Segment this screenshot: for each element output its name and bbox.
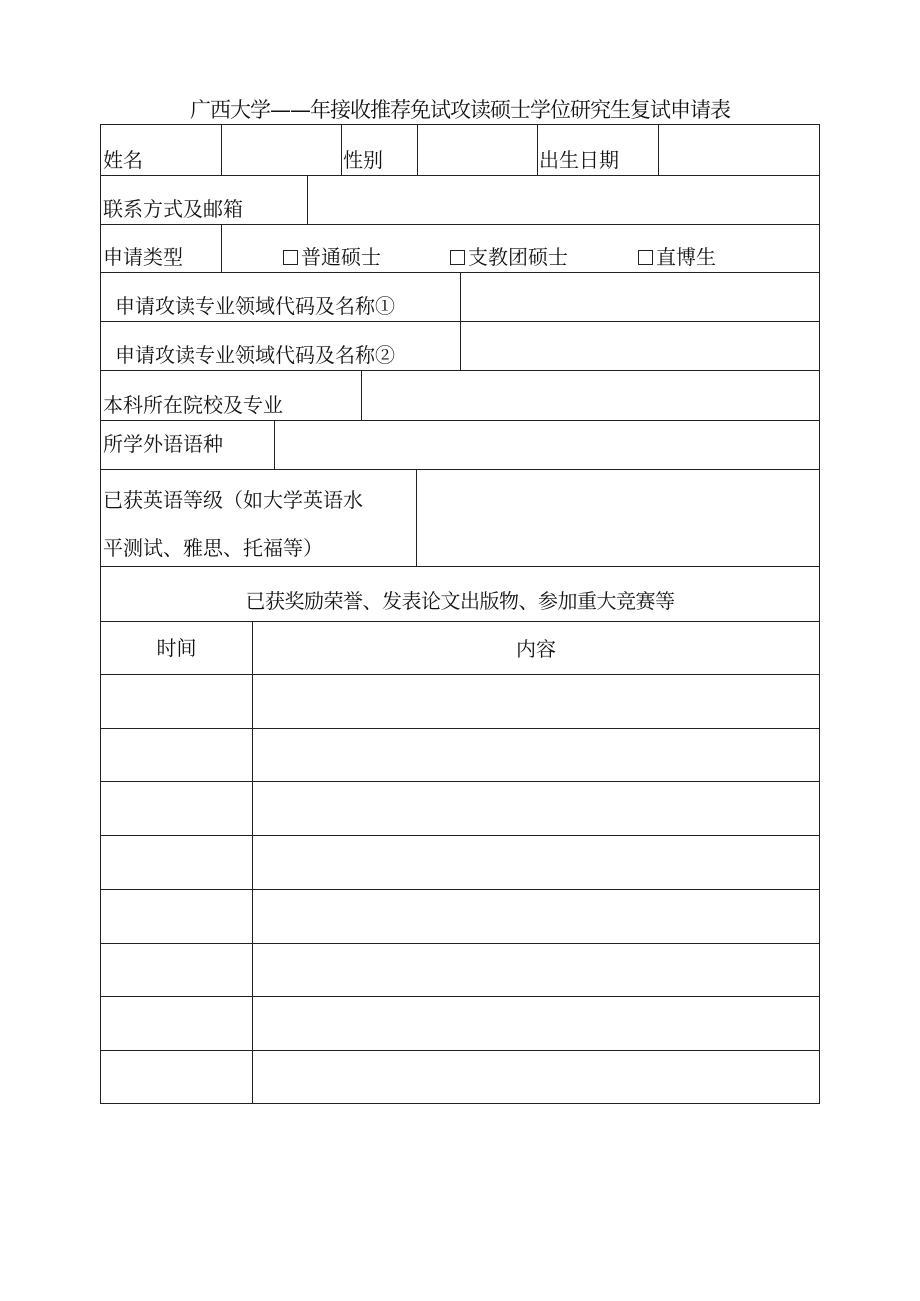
col-divider: [537, 125, 538, 175]
award-time-cell[interactable]: [102, 890, 251, 942]
english-label-line1: 已获英语等级（如大学英语水: [103, 488, 363, 512]
award-content-cell[interactable]: [253, 729, 818, 780]
undergrad-label: 本科所在院校及专业: [103, 393, 283, 417]
major2-field[interactable]: [461, 322, 818, 369]
col-divider: [221, 224, 222, 272]
birth-date-field[interactable]: [659, 126, 819, 174]
award-content-cell[interactable]: [253, 782, 818, 834]
award-time-cell[interactable]: [102, 675, 251, 727]
col-time-header: 时间: [156, 636, 197, 660]
language-label: 所学外语语种: [103, 432, 223, 456]
award-time-cell[interactable]: [102, 997, 251, 1049]
award-time-cell[interactable]: [102, 944, 251, 995]
award-time-cell[interactable]: [102, 836, 251, 888]
checkbox-icon[interactable]: [638, 250, 653, 265]
major2-label: 申请攻读专业领域代码及名称②: [115, 343, 395, 367]
award-content-cell[interactable]: [253, 836, 818, 888]
col-content-header: 内容: [516, 637, 556, 661]
award-time-cell[interactable]: [102, 1051, 251, 1103]
gender-field[interactable]: [418, 126, 536, 174]
major1-field[interactable]: [461, 273, 818, 320]
award-content-cell[interactable]: [253, 997, 818, 1049]
option-direct-phd[interactable]: 直博生: [638, 247, 716, 267]
language-field[interactable]: [275, 421, 818, 468]
checkbox-icon[interactable]: [283, 250, 298, 265]
gender-label: 性别: [343, 148, 383, 172]
award-time-cell[interactable]: [102, 729, 251, 780]
award-content-cell[interactable]: [253, 890, 818, 942]
award-content-cell[interactable]: [253, 944, 818, 995]
form-title: 广西大学——年接收推荐免试攻读硕士学位研究生复试申请表: [190, 98, 730, 122]
awards-heading: 已获奖励荣誉、发表论文出版物、参加重大竞赛等: [245, 589, 675, 613]
contact-field[interactable]: [308, 176, 818, 223]
col-divider: [341, 125, 342, 175]
name-label: 姓名: [103, 148, 143, 172]
application-form: [100, 124, 820, 1104]
row-divider: [101, 621, 819, 622]
name-field[interactable]: [222, 126, 340, 174]
award-content-cell[interactable]: [253, 675, 818, 727]
option-volunteer-master[interactable]: 支教团硕士: [450, 247, 568, 267]
english-level-field[interactable]: [417, 470, 818, 565]
row-divider: [101, 224, 819, 225]
checkbox-icon[interactable]: [450, 250, 465, 265]
major1-label: 申请攻读专业领域代码及名称①: [115, 294, 395, 318]
contact-label: 联系方式及邮箱: [103, 197, 243, 221]
apply-type-label: 申请类型: [103, 245, 183, 269]
undergrad-field[interactable]: [362, 371, 818, 419]
award-content-cell[interactable]: [253, 1051, 818, 1103]
option-regular-master[interactable]: 普通硕士: [283, 247, 381, 267]
row-divider: [101, 566, 819, 567]
award-time-cell[interactable]: [102, 782, 251, 834]
birth-date-label: 出生日期: [539, 148, 619, 172]
english-label-line2: 平测试、雅思、托福等）: [103, 536, 323, 560]
